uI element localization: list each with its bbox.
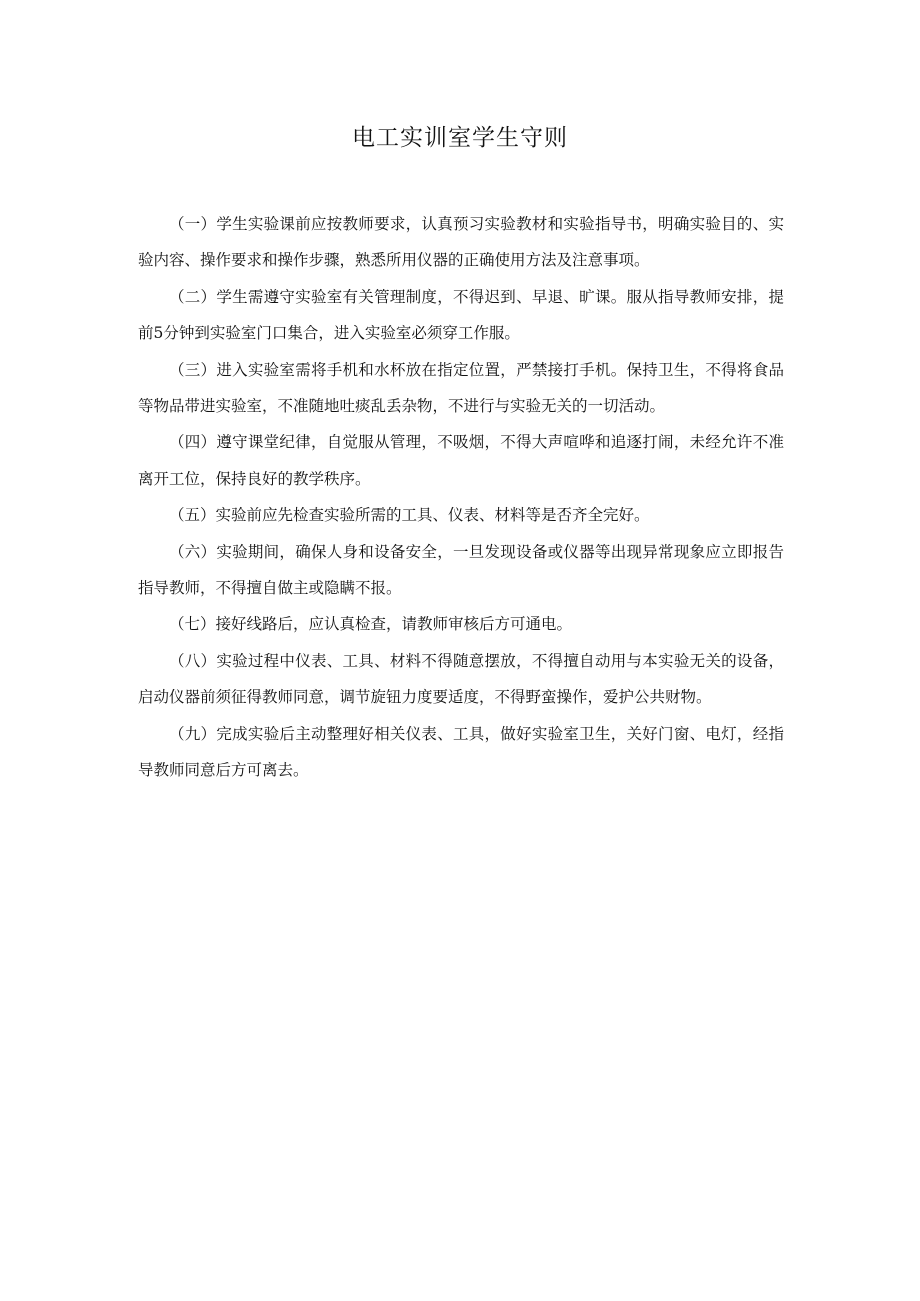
rule-8: （八）实验过程中仪表、工具、材料不得随意摆放，不得擅自动用与本实验无关的设备，启动仪器前须征得教师同意，调节旋钮力度要适度，不得野蛮操作，爱护公共财物。 [138, 651, 784, 707]
rule-7: （七）接好线路后，应认真检查，请教师审核后方可通电。 [169, 615, 573, 634]
rules-list [138, 206, 784, 789]
rule-1: （一）学生实验课前应按教师要求，认真预习实验教材和实验指导书，明确实验目的、实验内容、操作要求和操作步骤，熟悉所用仪器的正确使用方法及注意事项。 [138, 215, 784, 270]
rule-6: （六）实验期间，确保人身和设备安全，一旦发现设备或仪器等出现异常现象应立即报告指导教师，不得擅自做主或隐瞒不报。 [138, 542, 784, 598]
document-title: 电工实训室学生守则 [352, 125, 568, 151]
rule-4: （四）遵守课堂纪律，自觉服从管理，不吸烟，不得大声喧哗和追逐打闹，未经允许不准离开工位，保持良好的教学秩序。 [138, 433, 784, 488]
rule-5: （五）实验前应先检查实验所需的工具、仪表、材料等是否齐全完好。 [169, 506, 650, 525]
rule-2: （二）学生需遵守实验室有关管理制度，不得迟到、早退、旷课。服从指导教师安排，提前5分钟到实验室门口集合，进入实验室必须穿工作服。 [138, 287, 784, 343]
rule-3: （三）进入实验室需将手机和水杯放在指定位置，严禁接打手机。保持卫生，不得将食品等物品带进实验室，不准随地吐痰乱丢杂物，不进行与实验无关的一切活动。 [138, 360, 784, 416]
rule-9: （九）完成实验后主动整理好相关仪表、工具，做好实验室卫生，关好门窗、电灯，经指导教师同意后方可离去。 [138, 724, 784, 780]
